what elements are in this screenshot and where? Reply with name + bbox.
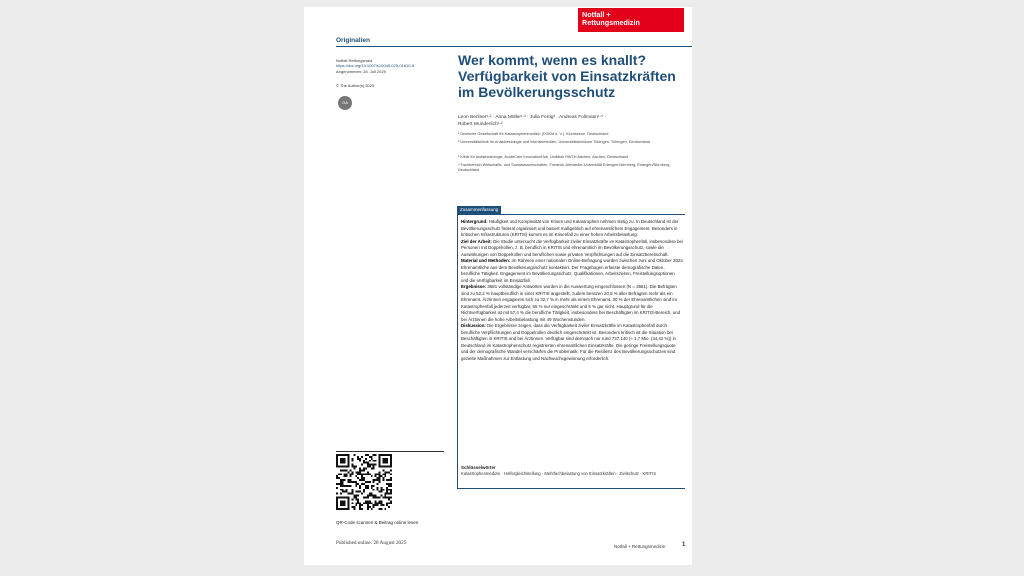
abstract-background [461, 219, 683, 239]
article-page [304, 7, 692, 565]
authors-line: Leon Berliner¹·² · Anna Müller¹·³ · Julia Fertig³ · Andreas Follmann¹·⁵ · [458, 115, 607, 120]
section-label: Originalien [336, 37, 370, 44]
abstract-body [461, 219, 683, 362]
footer-journal: Notfall + Rettungsmedizin [614, 544, 666, 549]
abstract-tab: Zusammenfassung [457, 206, 501, 214]
abstract-heading: Material und Methoden: [461, 258, 511, 263]
abstract-discussion [461, 323, 683, 362]
qr-code-icon[interactable] [336, 454, 392, 510]
header-divider [336, 46, 692, 47]
affiliation: ² Universitätsklinik für Anästhesiologie und Intensivmedizin, Universitätsklinikum Tübingen, Tübingen, Deutschland [458, 140, 650, 144]
abstract-text: 3681 vollständige Antworten wurden in die Auswertung eingeschlossen (N = 3681). Die Befragten sind zu 52,2 % hauptberuflich in einer KRITIS angestellt, zudem besitzen 20,5 % aller Befragten mehr als ein Ehrenamt. Ärztinnen engagieren sich zu 32,7 % in mehr als einem Ehrenamt. 30 % der Ehrenamtlichen sind im Katastrophenfall jederzeit verfügbar, 65 % nur eingeschränkt und 5 % gar nicht. Hauptgrund für die Nichtverfügbarkeit ist mit 57,4 % die berufliche Tätigkeit, insbesondere bei Beschäftigten im KRITIS-Bereich, und bei Ärztinnen die hohe Arbeitsbelastung mit 49 Wochenstunden. [461, 284, 681, 322]
abstract-heading: Ergebnisse: [461, 284, 487, 289]
open-access-icon[interactable]: OA [338, 96, 352, 110]
qr-caption: QR-Code scannen & Beitrag online lesen [336, 520, 419, 525]
abstract-text: Die Ergebnisse zeigen, dass die Verfügbarkeit ziviler Einsatzkräfte im Katastrophenfall durch berufliche Verpflichtungen und Doppelrollen deutlich eingeschränkt ist. Besonders kritisch ist die Situation bei Beschäftigten in KRITIS und bei Ärztinnen. Verfügbar sind demnach nur rund 737.140 (≈ 1,7 Mio. (44,42 %)) in Deutschland im Katastrophenschutz registrierten ehrenamtlichen Einsatzkräfte. Die geringe Freistellungsquote und der demografische Wandel verschärfen die Problematik. Für die Resilienz des Bevölkerungsschutzes sind gezielte Maßnahmen zur Entlastung und Nachwuchsgewinnung erforderlich. [461, 323, 676, 361]
qr-divider [336, 451, 444, 452]
journal-name: Notfall Rettungsmed [336, 58, 373, 63]
authors-line: Robert Wunderlich¹·² [458, 122, 503, 127]
affiliation: ³ Klinik für Anästhesiologie, AcuteCare InnovationHub, Uniklinik RWTH Aachen, Aachen, Deutschland [458, 155, 629, 159]
journal-badge-line2: Rettungsmedizin [582, 18, 640, 27]
affiliation: ⁴ Fachbereich Wirtschafts- und Sozialwissenschaften, Friedrich-Alexander-Universität Erlangen-Nürnberg, Erlangen/Nürnberg, Deutschland [458, 163, 671, 173]
article-title: Wer kommt, wenn es knallt? Verfügbarkeit von Einsatzkräften im Bevölkerungsschutz [458, 52, 676, 100]
abstract-results [461, 284, 683, 323]
abstract-methods [461, 258, 683, 284]
journal-badge [578, 8, 684, 32]
keywords-text: Katastrophenmedizin · Helfergleichstellung · Mehrfachbelastung von Einsatzkräften · Zivilschutz · KRITIS [461, 471, 657, 476]
abstract-heading: Ziel der Arbeit: [461, 238, 492, 244]
doi-link[interactable]: https://doi.org/10.1007/s10049-025-01610-8 [336, 63, 415, 68]
copyright-notice: © The Author(s) 2025 [336, 83, 375, 88]
accepted-date: Angenommen: 28. Juli 2025 [336, 69, 386, 74]
keywords-heading: Schlüsselwörter [461, 465, 496, 470]
abstract-text: Im Rahmen einer nationalen Online-Befragung wurden zwischen Juni und Oktober 2024 Ehrenamtliche aus dem Bevölkerungsschutz kontaktiert. Der Fragebogen erfasste demografische Daten, berufliche Tätigkeit, Engagement im Bevölkerungsschutz, Qualifikationen, Arbeitszeiten, Freistellungsoptionen und die Verfügbarkeit im Einsatzfall. [461, 258, 683, 283]
affiliation: ¹ Deutsche Gesellschaft für Katastrophenmedizin (DGKM e. V.), Kirchseeon, Deutschland [458, 132, 609, 136]
author-list [458, 114, 688, 128]
page-number: 1 [682, 542, 686, 548]
abstract-aim [461, 239, 683, 259]
abstract-text: Häufigkeit und Komplexität von Krisen und Katastrophen nehmen stetig zu. In Deutschland ist der Bevölkerungsschutz föderal organisiert und basiert maßgeblich auf ehrenamtlichem Engagement. Besonders in kritischen Infrastrukturen (KRITIS) kommt es im Krisenfall zu einer hohen Arbeitsbelastung. [461, 219, 679, 237]
abstract-heading: Hintergrund: [461, 219, 488, 224]
published-online: Published online: 28 August 2025 [336, 540, 407, 546]
abstract-heading: Diskussion: [461, 323, 486, 328]
journal-badge-line1: Notfall + [582, 10, 611, 19]
abstract-text: Die Studie untersucht die Verfügbarkeit ziviler Einsatzkräfte im Katastrophenfall, insbesondere bei Personen mit Doppelrollen, z. B. beruflich in KRITIS und ehrenamtlich im Bevölkerungsschutz, sowie die Auswirkungen von Doppelrollen und beruflichen sowie privaten Verpflichtungen auf die Einsatzbereitschaft. [461, 238, 683, 257]
